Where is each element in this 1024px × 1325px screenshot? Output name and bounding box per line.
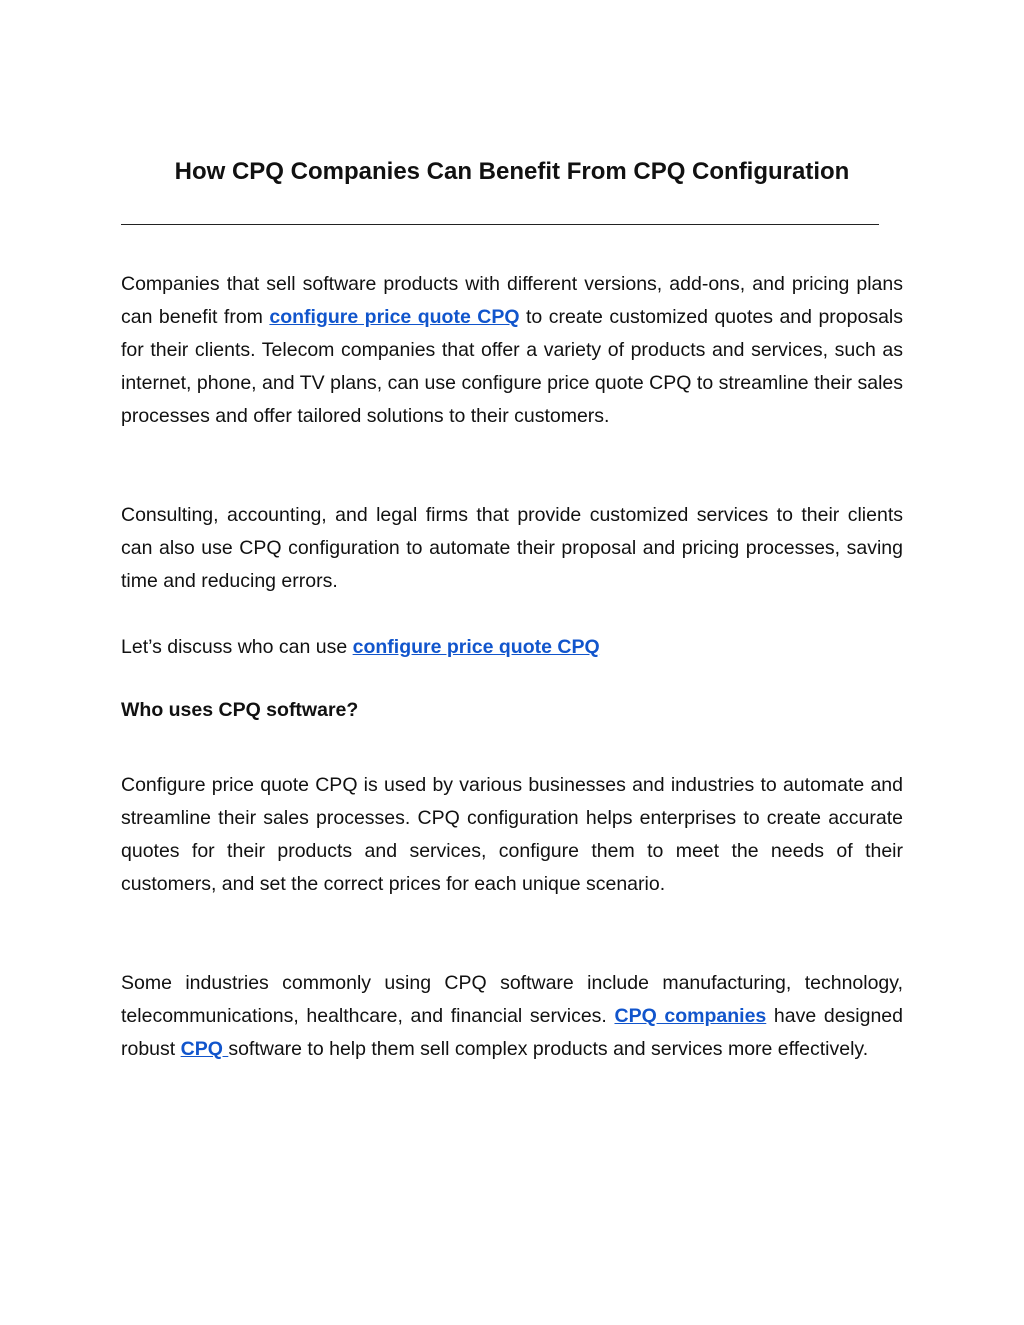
paragraph-intro (121, 268, 903, 433)
paragraph-consulting: Consulting, accounting, and legal firms that provide customized services to their clients can also use CPQ configuration to automate their proposal and pricing processes, saving time and reducing errors. (121, 504, 903, 592)
horizontal-rule (121, 224, 879, 225)
configure-price-quote-cpq-link[interactable]: configure price quote CPQ (269, 306, 520, 328)
paragraph-industries-text-before: Some industries commonly using CPQ software include manufacturing, technology, telecommunications, healthcare, and financial services. (121, 972, 903, 1027)
cpq-companies-link[interactable]: CPQ companies (614, 1005, 767, 1027)
paragraph-industries (121, 967, 903, 1066)
paragraph-intro-text-after: to create customized quotes and proposals for their clients. Telecom companies that offer a variety of products and services, such as internet, phone, and TV plans, can use configure price quote CPQ to streamline their sales processes and offer tailored solutions to their customers. (121, 306, 903, 427)
heading-who-uses-cpq: Who uses CPQ software? (121, 699, 359, 721)
paragraph-cpq-usage: Configure price quote CPQ is used by various businesses and industries to automate and streamline their sales processes. CPQ configuration helps enterprises to create accurate quotes for their products and services, configure them to meet the needs of their customers, and set the correct prices for each unique scenario. (121, 774, 903, 895)
configure-price-quote-cpq-link-2[interactable]: configure price quote CPQ (352, 636, 600, 658)
cpq-link[interactable]: CPQ (180, 1038, 229, 1060)
paragraph-intro-text-before: Companies that sell software products with different versions, add-ons, and pricing plans can benefit from (121, 273, 903, 328)
paragraph-lets-discuss-text: Let’s discuss who can use (121, 636, 353, 658)
paragraph-industries-text-after: software to help them sell complex products and services more effectively. (228, 1038, 869, 1060)
paragraph-lets-discuss (121, 631, 903, 664)
paragraph-industries-text-middle: have designed robust (121, 1005, 903, 1060)
document-title: How CPQ Companies Can Benefit From CPQ Configuration (174, 158, 850, 185)
